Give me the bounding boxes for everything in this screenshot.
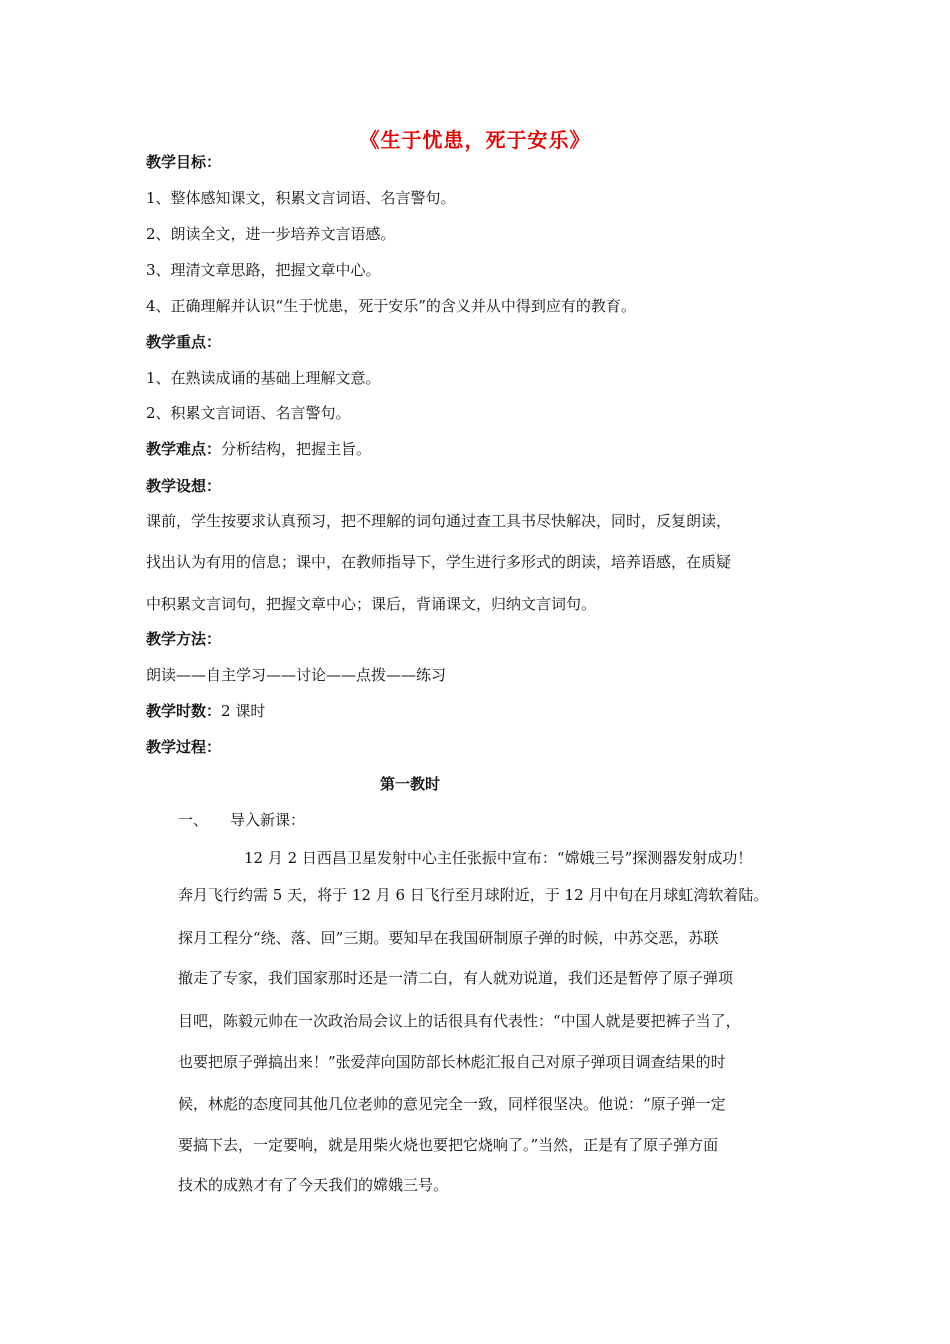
difficulty-row <box>146 439 371 459</box>
objective-item: 4、正确理解并认识“生于忧患，死于安乐”的含义并从中得到应有的教育。 <box>146 297 636 315</box>
paragraph-line: 12 月 2 日西昌卫星发射中心主任张振中宣布：“嫦娥三号”探测器发射成功！ <box>244 849 753 867</box>
paragraph-line: 探月工程分“绕、落、回”三期。要知早在我国研制原子弹的时候，中苏交恶，苏联 <box>178 929 719 947</box>
section-label: 导入新课： <box>230 811 306 829</box>
design-heading: 教学设想： <box>146 477 222 495</box>
hours-row <box>146 701 265 721</box>
design-line: 中积累文言词句，把握文章中心；课后，背诵课文，归纳文言词句。 <box>146 595 597 613</box>
objectives-heading: 教学目标： <box>146 153 222 171</box>
paragraph-line: 技术的成熟才有了今天我们的嫦娥三号。 <box>178 1176 449 1194</box>
paragraph-line: 撤走了专家，我们国家那时还是一清二白，有人就劝说道，我们还是暂停了原子弹项 <box>178 969 734 987</box>
objective-item: 2、朗读全文，进一步培养文言语感。 <box>146 225 396 243</box>
hours-heading: 教学时数： <box>146 702 222 720</box>
design-line: 课前，学生按要求认真预习，把不理解的词句通过查工具书尽快解决，同时，反复朗读， <box>146 512 732 530</box>
difficulty-text: 分析结构，把握主旨。 <box>221 440 372 458</box>
paragraph-line: 奔月飞行约需 5 天，将于 12 月 6 日飞行至月球附近，于 12 月中旬在月球虹湾软着陆。 <box>178 886 769 904</box>
keypoints-heading: 教学重点： <box>146 333 222 351</box>
hours-text: 2 课时 <box>221 702 266 720</box>
method-text: 朗读——自主学习——讨论——点拨——练习 <box>146 666 447 684</box>
objective-item: 3、理清文章思路，把握文章中心。 <box>146 261 381 279</box>
paragraph-line: 也要把原子弹搞出来！”张爱萍向国防部长林彪汇报自己对原子弹项目调查结果的时 <box>178 1053 726 1071</box>
process-heading: 教学过程： <box>146 738 222 756</box>
objective-item: 1、整体感知课文，积累文言词语、名言警句。 <box>146 189 456 207</box>
section-number: 一、 <box>178 811 209 829</box>
keypoint-item: 2、积累文言词语、名言警句。 <box>146 404 351 422</box>
keypoint-item: 1、在熟读成诵的基础上理解文意。 <box>146 369 381 387</box>
method-heading: 教学方法： <box>146 630 222 648</box>
paragraph-line: 要搞下去，一定要响，就是用柴火烧也要把它烧响了。”当然，正是有了原子弹方面 <box>178 1136 719 1154</box>
paragraph-line: 候，林彪的态度同其他几位老帅的意见完全一致，同样很坚决。他说：“原子弹一定 <box>178 1095 726 1113</box>
difficulty-heading: 教学难点： <box>146 440 222 458</box>
design-line: 找出认为有用的信息；课中，在教师指导下，学生进行多形式的朗读，培养语感，在质疑 <box>146 553 732 571</box>
paragraph-line: 目吧，陈毅元帅在一次政治局会议上的话很具有代表性：“中国人就是要把裤子当了， <box>178 1012 741 1030</box>
document-title: 《生于忧患，死于安乐》 <box>359 128 591 152</box>
lesson-title: 第一教时 <box>379 775 440 793</box>
